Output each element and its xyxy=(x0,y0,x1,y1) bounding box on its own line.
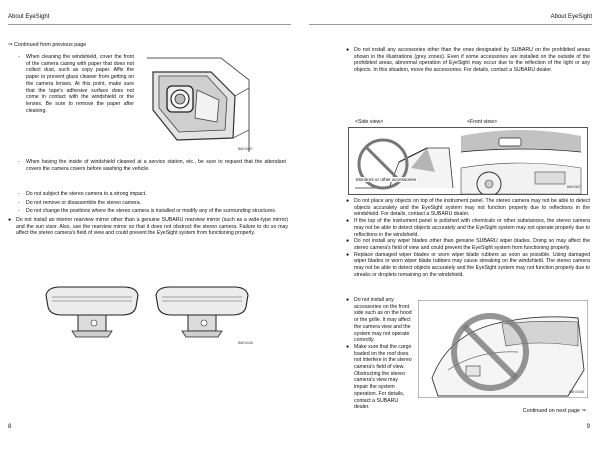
right-mirror-drawing xyxy=(156,287,248,337)
side-front-view-drawing xyxy=(349,128,587,194)
left-header-rule xyxy=(8,24,291,25)
front-view-drawing xyxy=(461,130,581,194)
monitors-label: Monitors or other accessories xyxy=(356,177,417,182)
mirror-bullet: ● Do not install an interior rearview mirror other than a genuine SUBARU rearview mirror (such as a wide-type mirror) and the sun visor. Also, use the rearview mirror so that it does not obstruct the stereo camera. Failure to do so may affect the stereo camera's field of view and could prevent the EyeSight system from functioning properly. xyxy=(8,217,288,237)
right-bullets-list: ● Do not place any objects on top of the instrument panel. The stereo camera may not be able to detect objects accurately and the EyeSight system may not function properly due to reflections in the windshield. For details, contact a SUBARU dealer. ● If the top of the instrument panel is polished with chemicals or other substances, the stereo camera may not be able to detect objects accurately and the EyeSight system may not operate properly due to reflections in the windshield. ● Do not install any wiper blades other than genuine SUBARU wiper blades. Doing so may affect the stereo camera's field of view and could prevent the EyeSight system from functioning properly. ● Replace damaged wiper blades or worn wiper blade rubbers as soon as possible. Using damaged wiper blades or worn wiper blade rubbers may cause streaking on the windshield. The stereo camera may not be able to detect objects accurately and the EyeSight system may not function properly due to streaks or droplets remaining on the windshield. xyxy=(346,198,590,278)
figure4-code: B6K0048 xyxy=(569,390,584,394)
side-view-label: <Side view> xyxy=(355,119,384,125)
continued-next-label: Continued on next page xyxy=(522,408,580,414)
service-station-text: When having the inside of windshield cleaned at a service station, etc., be sure to request that the attendant covers the camera covers before washing the vehicle. xyxy=(26,159,286,172)
continued-from-label: Continued from previous page xyxy=(14,42,87,48)
left-mirror-drawing xyxy=(46,287,138,337)
replace-wipers-bullet: Replace damaged wiper blades or worn wiper blade rubbers as soon as possible. Using damaged wiper blades or worn wiper blade rubbers may cause streaking on the windshield. The stereo camera may not be able to detect objects accurately and the EyeSight system may not function properly due to streaks or droplets remaining on the windshield. xyxy=(354,251,590,278)
figure1-code: B6K0047 xyxy=(238,147,253,151)
hood-bullet-text: Do not install any accessories on the front side such as on the hood or the grille. It may affect the camera view and the system may not operate correctly. xyxy=(354,297,412,344)
continued-next-note xyxy=(523,408,586,414)
figure3-code: B6K0627 xyxy=(567,185,582,189)
rearview-mirror-figure xyxy=(38,277,258,349)
instrument-panel-bullet: Do not place any objects on top of the instrument panel. The stereo camera may not be able to detect objects accurately and the EyeSight system may not function properly due to reflections in the windshield. For details, contact a SUBARU dealer. xyxy=(354,198,590,218)
continued-arrow-icon: ⇒ xyxy=(8,42,13,48)
right-header-title: About EyeSight xyxy=(550,14,592,20)
left-page-number: 8 xyxy=(8,424,12,430)
continued-from-note xyxy=(8,42,86,48)
cargo-bullet-text: Make sure that the cargo loaded on the roof does not interfere in the stereo camera's field of view. Obstructing the stereo camera's view may impair the system operation. For details, contact a SUBARU dealer. xyxy=(354,343,412,411)
wiper-cleaning-item: - When cleaning the windshield, cover the front of the camera casing with paper that does not collect dust, such as copy paper. Affix the paper to prevent glass cleaner from getting on the camera lenses. At this point, make sure that the tape's adhesive surface does not come in contact with the windshield or the lenses. Be sure to remove the paper after cleaning. xyxy=(18,54,134,114)
wiper-blades-bullet: Do not install any wiper blades other than genuine SUBARU wiper blades. Doing so may affect the stereo camera's field of view and could prevent the EyeSight system from functioning properly. xyxy=(354,238,590,251)
camera-casing-figure xyxy=(137,50,253,156)
service-station-item: - When having the inside of windshield cleaned at a service station, etc., be sure to request that the attendant covers the camera covers before washing the vehicle. xyxy=(18,159,286,172)
right-page-number: 9 xyxy=(586,424,590,430)
wiper-cleaning-text: When cleaning the windshield, cover the front of the camera casing with paper that does not collect dust, such as copy paper. Affix the paper to prevent glass cleaner from getting on the camera lenses. At this point, make sure that the tape's adhesive surface does not come in contact with the windshield or the lenses. Be sure to remove the paper after cleaning. xyxy=(26,54,134,114)
hood-accessory-figure xyxy=(418,300,588,398)
mirror-bullet-text: Do not install an interior rearview mirror other than a genuine SUBARU rearview mirror (such as a wide-type mirror) and the sun visor. Also, use the rearview mirror so that it does not obstruct the stereo camera. Failure to do so may affect the stereo camera's field of view and could prevent the EyeSight system from functioning properly. xyxy=(16,217,288,237)
side-front-view-figure xyxy=(348,127,588,195)
dash-item-remove: Do not remove or disassemble the stereo camera. xyxy=(26,199,142,206)
right-header-rule xyxy=(309,24,592,25)
dash-item-positions: Do not change the positions where the stereo camera is installed or modify any of the surrounding structures. xyxy=(26,208,277,215)
dash-item-impact: Do not subject the stereo camera to a strong impact. xyxy=(26,191,147,197)
left-header-title: About EyeSight xyxy=(8,14,50,20)
front-view-label: <Front view> xyxy=(467,119,497,125)
polish-bullet: If the top of the instrument panel is polished with chemicals or other substances, the stereo camera may not be able to detect objects accurately and the EyeSight system may not operate properly due to reflections in the windshield. xyxy=(354,218,590,238)
accessories-bullet-text: Do not install any accessories other than the ones designated by SUBARU on the prohibited areas shown in the illustrations (grey zones). Even if some accessories are installed on the outside of the prohibited areas, abnormal operation of EyeSight may occur due to the reflection of the light or any objects. In this situation, move the accessories. For details, contact a SUBARU dealer. xyxy=(354,47,590,74)
camera-care-list: - Do not subject the stereo camera to a strong impact. - Do not remove or disassemble the stereo camera. - Do not change the positions where the stereo camera is installed or modify any of the surrounding structures. xyxy=(18,191,277,215)
continued-next-arrow-icon: ⇒ xyxy=(581,408,586,414)
figure2-code: B6K0048 xyxy=(238,341,253,345)
accessories-bullet: ● Do not install any accessories other than the ones designated by SUBARU on the prohibited areas shown in the illustrations (grey zones). Even if some accessories are installed on the outside of the prohibited areas, abnormal operation of EyeSight may occur due to the reflection of the light or any objects. In this situation, move the accessories. For details, contact a SUBARU dealer. xyxy=(346,47,590,74)
lower-bullets: ● Do not install any accessories on the front side such as on the hood or the grille. It may affect the camera view and the system may not operate correctly. ● Make sure that the cargo loaded on the roof does not interfere in the stereo camera's field of view. Obstructing the stereo camera's view may impair the system operation. For details, contact a SUBARU dealer. xyxy=(346,297,412,411)
